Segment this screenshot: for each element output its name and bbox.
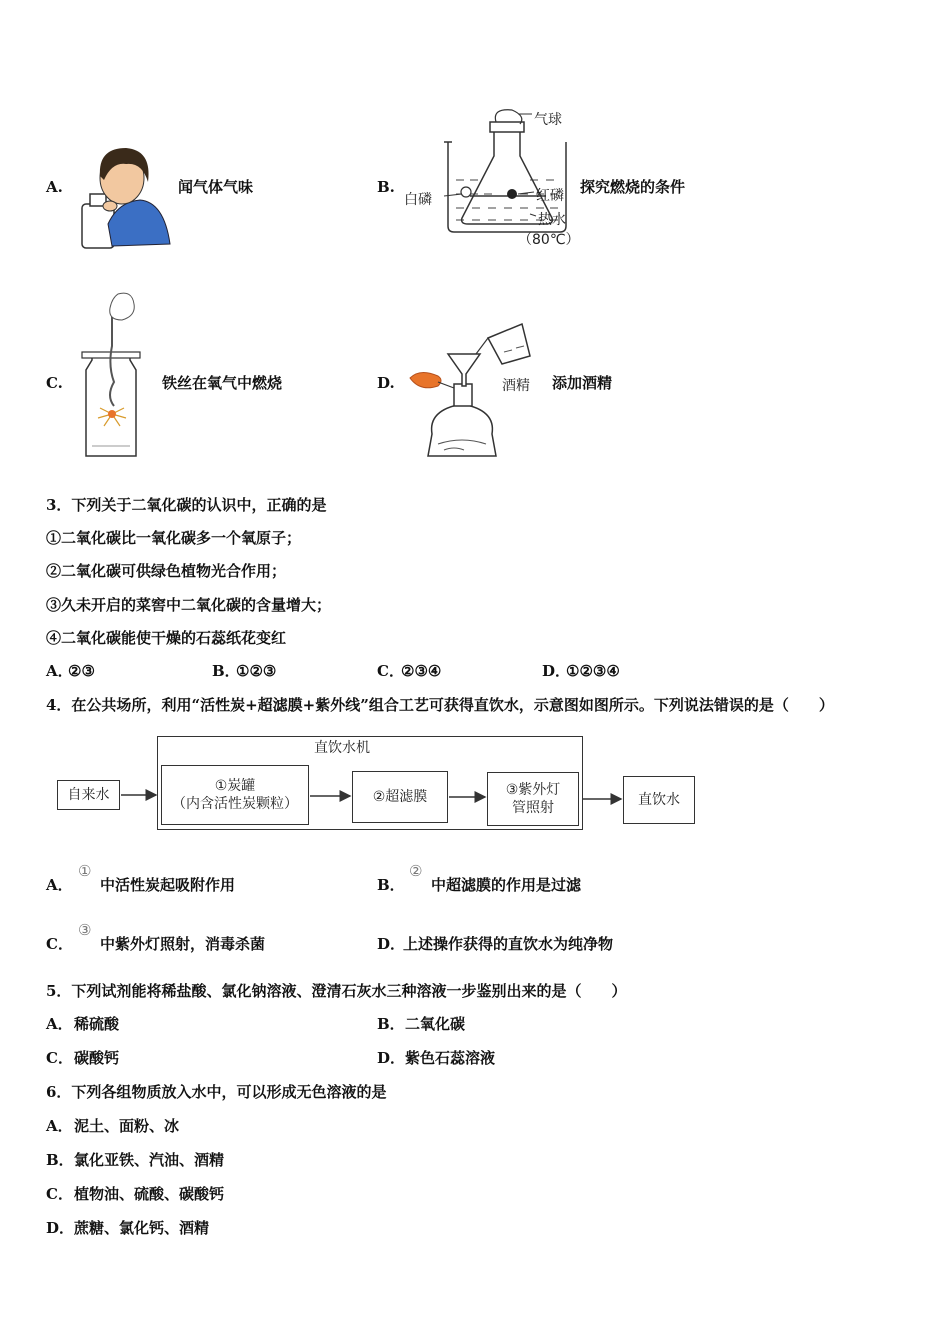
q5-option-c-text: 碳酸钙	[74, 1049, 120, 1067]
temperature-label: （80℃）	[518, 232, 580, 248]
q4-option-d-text: 上述操作获得的直饮水为纯净物	[403, 935, 614, 953]
q2-option-c-label: C.	[46, 374, 63, 392]
q3-option-b-text: ①②③	[236, 662, 277, 680]
q6-option-c-label: C．	[46, 1185, 73, 1203]
q4-option-b-label: B．	[377, 876, 405, 894]
q4-option-a-text: 中活性炭起吸附作用	[100, 876, 236, 894]
q4-option-b-num: ②	[409, 862, 423, 880]
q6-option-d-text: 蔗糖、氯化钙、酒精	[74, 1219, 210, 1237]
q3-option-a-label: A．	[46, 662, 73, 680]
carbon-tank-line2: （内含活性炭颗粒）	[172, 796, 298, 812]
q6-option-b-label: B．	[46, 1151, 74, 1169]
q2-option-d-text: 添加酒精	[552, 374, 613, 392]
q4-option-b-text: 中超滤膜的作用是过滤	[431, 876, 582, 894]
carbon-tank-line1: ①炭罐	[214, 778, 256, 794]
q5-stem: 5．下列试剂能将稀盐酸、氯化钠溶液、澄清石灰水三种溶液一步鉴别出来的是（ ）	[46, 982, 627, 1000]
q4-option-c-text: 中紫外灯照射，消毒杀菌	[100, 935, 266, 953]
q3-option-c-text: ②③④	[401, 662, 442, 680]
q2-option-c-text: 铁丝在氧气中燃烧	[162, 374, 283, 392]
drinking-water-box: 直饮水	[623, 776, 695, 824]
q4-option-c-label: C．	[46, 935, 73, 953]
q3-option-a-text: ②③	[68, 662, 95, 680]
q3-stem: 3．下列关于二氧化碳的认识中，正确的是	[46, 496, 327, 514]
q6-option-c-text: 植物油、硫酸、碳酸钙	[74, 1185, 225, 1203]
q5-option-c-label: C．	[46, 1049, 73, 1067]
tap-water-box: 自来水	[57, 780, 120, 810]
q6-option-a-text: 泥土、面粉、冰	[74, 1117, 180, 1135]
q4-stem: 4．在公共场所，利用“活性炭+超滤膜+紫外线”组合工艺可获得直饮水，示意图如图所示。下列说法错误的是（ ）	[46, 696, 834, 714]
q6-option-d-label: D．	[46, 1219, 75, 1237]
q3-option-d-label: D．	[542, 662, 571, 680]
q5-option-d-text: 紫色石蕊溶液	[405, 1049, 496, 1067]
q6-option-a-label: A．	[46, 1117, 73, 1135]
q6-option-b-text: 氯化亚铁、汽油、酒精	[74, 1151, 225, 1169]
machine-title: 直饮水机	[314, 740, 370, 756]
q3-statement-1: ①二氧化碳比一氧化碳多一个氧原子；	[46, 529, 302, 547]
q5-option-b-label: B．	[377, 1015, 405, 1033]
q2-option-b-label: B.	[377, 178, 395, 196]
q6-stem: 6．下列各组物质放入水中，可以形成无色溶液的是	[46, 1083, 387, 1101]
white-phosphorus-label: 白磷	[404, 192, 432, 208]
q5-option-d-label: D．	[377, 1049, 406, 1067]
q3-statement-3: ③久未开启的菜窖中二氧化碳的含量增大；	[46, 596, 332, 614]
q2-option-a-label: A.	[46, 178, 63, 196]
q5-option-b-text: 二氧化碳	[405, 1015, 466, 1033]
uv-lamp-line2: 管照射	[512, 800, 554, 816]
q4-option-a-num: ①	[78, 862, 92, 880]
q5-option-a-text: 稀硫酸	[74, 1015, 120, 1033]
q3-option-c-label: C．	[377, 662, 404, 680]
ultrafiltration-box: ②超滤膜	[352, 771, 448, 823]
q3-option-d-text: ①②③④	[566, 662, 620, 680]
hot-water-label: 热水	[538, 212, 566, 228]
q2-option-d-label: D.	[377, 374, 395, 392]
q3-option-b-label: B．	[212, 662, 240, 680]
q4-option-c-num: ③	[78, 921, 92, 939]
q2-option-a-text: 闻气体气味	[178, 178, 254, 196]
alcohol-label: 酒精	[502, 378, 530, 394]
q3-statement-4: ④二氧化碳能使干燥的石蕊纸花变红	[46, 629, 287, 647]
uv-lamp-line1: ③紫外灯	[505, 782, 561, 798]
q3-statement-2: ②二氧化碳可供绿色植物光合作用；	[46, 562, 287, 580]
q4-option-a-label: A．	[46, 876, 73, 894]
q2-option-b-text: 探究燃烧的条件	[580, 178, 686, 196]
red-phosphorus-label: 红磷	[536, 188, 564, 204]
q5-option-a-label: A．	[46, 1015, 73, 1033]
balloon-label: 气球	[534, 112, 562, 128]
q4-option-d-label: D．	[377, 935, 406, 953]
